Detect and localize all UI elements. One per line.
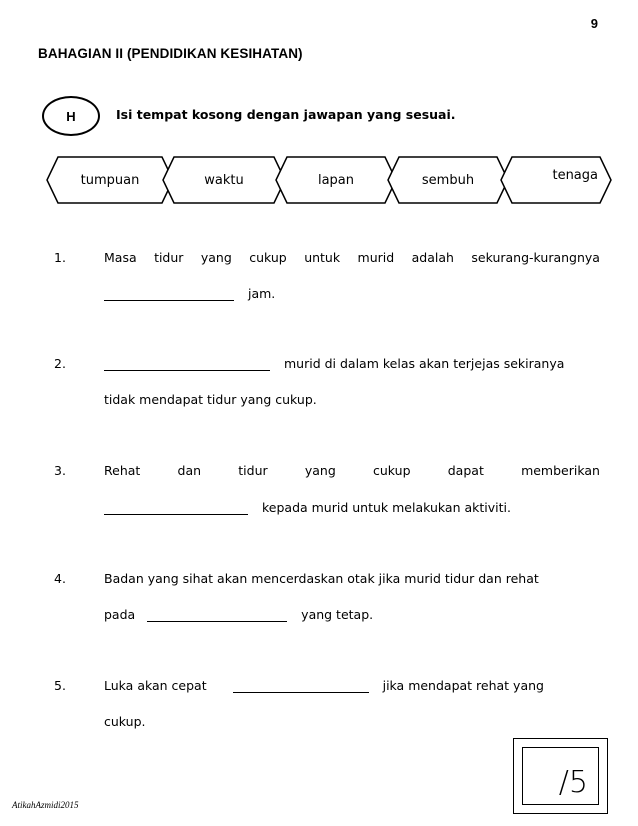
word-label: tenaga: [552, 168, 598, 183]
instruction-text: Isi tempat kosong dengan jawapan yang sesuai.: [116, 107, 456, 122]
answer-blank[interactable]: [147, 607, 287, 622]
question-line: cukup.: [104, 714, 146, 729]
word: cukup: [249, 250, 287, 265]
word: untuk: [304, 250, 341, 265]
word-label: waktu: [204, 172, 244, 188]
word-box-sembuh: [387, 156, 509, 204]
question-text: pada: [104, 607, 136, 622]
question-line: [104, 356, 600, 371]
answer-blank[interactable]: [233, 678, 369, 693]
question-line: tidak mendapat tidur yang cukup.: [104, 392, 317, 407]
word-box-lapan: [275, 156, 397, 204]
question-number: 2.: [54, 356, 66, 371]
score-box: [513, 738, 608, 814]
score-inner-box: [522, 747, 599, 805]
word-box-waktu: [162, 156, 286, 204]
author-credit: AtikahAzmidi2015: [12, 800, 79, 810]
section-badge: [42, 96, 100, 136]
question-line: [104, 607, 600, 622]
question-text: murid di dalam kelas akan terjejas sekiranya: [283, 356, 565, 371]
question-number: 4.: [54, 571, 66, 586]
word: adalah: [411, 250, 454, 265]
answer-blank[interactable]: [104, 500, 248, 515]
score-total: /5: [558, 765, 588, 800]
question-text: yang tetap.: [301, 607, 374, 622]
question-line: [104, 500, 600, 515]
question-line: Badan yang sihat akan mencerdaskan otak jika murid tidur dan rehat: [104, 571, 539, 586]
word: tidur: [154, 250, 184, 265]
word: Rehat: [104, 463, 141, 478]
question-line: [104, 286, 600, 301]
word-label: tumpuan: [80, 172, 140, 188]
question-number: 1.: [54, 250, 66, 265]
question-number: 3.: [54, 463, 66, 478]
word-label: lapan: [317, 172, 355, 188]
word-label: sembuh: [421, 172, 475, 188]
word: memberikan: [521, 463, 600, 478]
answer-blank[interactable]: [104, 286, 234, 301]
question-number: 5.: [54, 678, 66, 693]
question-line: [104, 678, 600, 693]
word-bank: [0, 156, 638, 206]
word: cukup: [373, 463, 411, 478]
word: Masa: [104, 250, 137, 265]
word-box-tumpuan: [46, 156, 174, 204]
answer-blank[interactable]: [104, 356, 270, 371]
word: murid: [357, 250, 395, 265]
section-title: BAHAGIAN II (PENDIDIKAN KESIHATAN): [38, 46, 303, 61]
question-text: jika mendapat rehat yang: [382, 678, 544, 693]
word: yang: [200, 250, 232, 265]
section-badge-letter: H: [66, 108, 76, 124]
question-text: kepada murid untuk melakukan aktiviti.: [261, 500, 511, 515]
question-text: Luka akan cepat: [104, 678, 207, 693]
word: yang: [304, 463, 336, 478]
question-line: [104, 250, 600, 265]
word: tidur: [238, 463, 268, 478]
question-text: jam.: [247, 286, 276, 301]
word: sekurang-kurangnya: [471, 250, 600, 265]
question-line: [104, 463, 600, 478]
word: dapat: [447, 463, 484, 478]
page-number: 9: [590, 16, 598, 31]
word-box-tenaga: [500, 156, 612, 204]
word: dan: [177, 463, 202, 478]
